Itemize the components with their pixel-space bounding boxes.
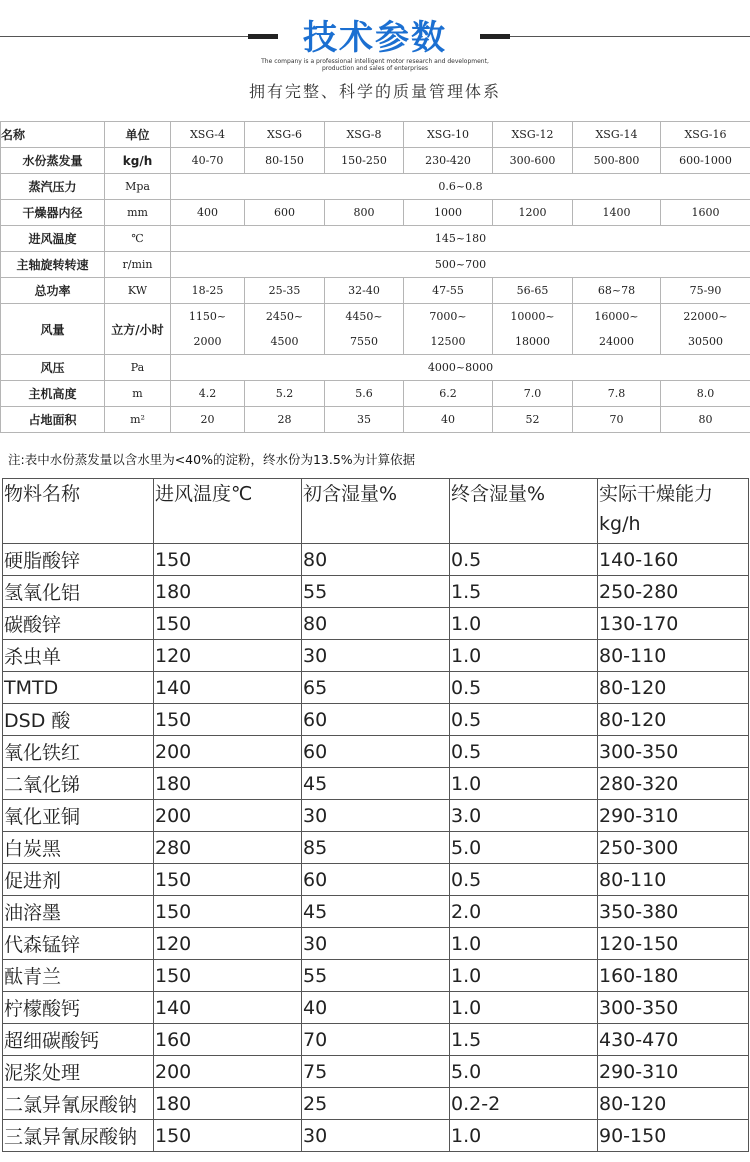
spec-param-name: 进风温度	[1, 226, 105, 252]
spec-value-cell: 1600	[661, 200, 750, 226]
material-name: 氢氧化铝	[3, 576, 154, 608]
material-value: 1.0	[450, 640, 598, 672]
spec-value-cell	[325, 304, 404, 355]
material-value: 120	[154, 640, 302, 672]
materials-row	[3, 544, 749, 576]
spec-row	[1, 174, 750, 200]
material-value: 150	[154, 960, 302, 992]
materials-row	[3, 928, 749, 960]
material-value: 250-300	[598, 832, 749, 864]
materials-row	[3, 704, 749, 736]
spec-row	[1, 355, 750, 381]
materials-col-header-unit: kg/h	[599, 513, 641, 535]
material-value: 280	[154, 832, 302, 864]
material-name: 酞青兰	[3, 960, 154, 992]
material-value: 140	[154, 992, 302, 1024]
material-name: 超细碳酸钙	[3, 1024, 154, 1056]
spec-value-top: 10000~	[510, 310, 555, 323]
materials-row	[3, 832, 749, 864]
material-value: 80	[302, 608, 450, 640]
spec-param-name: 风压	[1, 355, 105, 381]
spec-value-cell: 28	[245, 407, 325, 433]
spec-value-cell: 20	[171, 407, 245, 433]
spec-value-cell: 6.2	[404, 381, 493, 407]
spec-param-unit: mm	[105, 200, 171, 226]
material-value: 150	[154, 1120, 302, 1152]
spec-value-cell: 800	[325, 200, 404, 226]
material-value: 140-160	[598, 544, 749, 576]
subtitle-english	[0, 58, 750, 72]
materials-row	[3, 864, 749, 896]
material-value: 180	[154, 768, 302, 800]
subtitle-chinese: 拥有完整、科学的质量管理体系	[248, 82, 501, 101]
spec-value-cell: 1200	[493, 200, 573, 226]
material-value: 200	[154, 1056, 302, 1088]
spec-value-cell: 47-55	[404, 278, 493, 304]
material-value: 0.5	[450, 544, 598, 576]
material-name: 氧化亚铜	[3, 800, 154, 832]
materials-col-header	[3, 479, 154, 544]
material-value: 160	[154, 1024, 302, 1056]
spec-value-cell	[404, 304, 493, 355]
spec-value-cell: 40	[404, 407, 493, 433]
material-name: 杀虫单	[3, 640, 154, 672]
material-name: 硬脂酸锌	[3, 544, 154, 576]
material-value: 1.5	[450, 576, 598, 608]
material-value: 1.0	[450, 960, 598, 992]
spec-model-header: XSG-16	[661, 122, 750, 148]
spec-param-name: 主机高度	[1, 381, 105, 407]
spec-row	[1, 226, 750, 252]
spec-model-header: XSG-6	[245, 122, 325, 148]
material-value: 0.5	[450, 864, 598, 896]
spec-row	[1, 278, 750, 304]
spec-value-cell: 70	[573, 407, 661, 433]
spec-value-cell: 5.6	[325, 381, 404, 407]
spec-merged-value: 500~700	[171, 252, 750, 278]
material-value: 1.0	[450, 928, 598, 960]
materials-col-header	[450, 479, 598, 544]
spec-param-unit: kg/h	[105, 148, 171, 174]
spec-row	[1, 407, 750, 433]
materials-table-body	[3, 479, 749, 1152]
spec-value-top: 4450~	[345, 310, 383, 323]
spec-col-unit: 单位	[105, 122, 171, 148]
spec-param-name: 总功率	[1, 278, 105, 304]
spec-value-cell: 80	[661, 407, 750, 433]
material-value: 60	[302, 864, 450, 896]
spec-value-cell: 5.2	[245, 381, 325, 407]
materials-header-row	[3, 479, 749, 544]
material-value: 80-110	[598, 864, 749, 896]
material-value: 300-350	[598, 736, 749, 768]
spec-value-cell: 7.0	[493, 381, 573, 407]
material-value: 60	[302, 704, 450, 736]
table-note: 注:表中水份蒸发量以含水里为<40%的淀粉，终水份为13.5%为计算依据	[8, 452, 416, 467]
material-value: 30	[302, 928, 450, 960]
material-value: 55	[302, 960, 450, 992]
material-value: 150	[154, 896, 302, 928]
materials-row	[3, 1120, 749, 1152]
material-name: 二氧化锑	[3, 768, 154, 800]
material-value: 90-150	[598, 1120, 749, 1152]
material-value: 290-310	[598, 800, 749, 832]
material-value: 40	[302, 992, 450, 1024]
spec-table-body	[1, 122, 750, 433]
spec-model-header: XSG-4	[171, 122, 245, 148]
spec-param-name: 占地面积	[1, 407, 105, 433]
spec-param-unit: ℃	[105, 226, 171, 252]
materials-col-header-label: 实际干燥能力	[599, 483, 714, 505]
material-value: 120	[154, 928, 302, 960]
material-value: 85	[302, 832, 450, 864]
spec-merged-value: 4000~8000	[171, 355, 750, 381]
material-value: 45	[302, 896, 450, 928]
material-value: 80-120	[598, 672, 749, 704]
spec-merged-value: 0.6~0.8	[171, 174, 750, 200]
spec-col-name: 名称	[1, 122, 105, 148]
spec-value-top: 2450~	[265, 310, 304, 323]
material-name: 代森锰锌	[3, 928, 154, 960]
materials-col-header	[154, 479, 302, 544]
material-name: 碳酸锌	[3, 608, 154, 640]
material-value: 150	[154, 864, 302, 896]
spec-value-cell	[493, 304, 573, 355]
spec-param-unit: Mpa	[105, 174, 171, 200]
spec-param-unit: KW	[105, 278, 171, 304]
spec-value-top: 1150~	[188, 310, 227, 323]
spec-row	[1, 304, 750, 355]
spec-value-cell: 18-25	[171, 278, 245, 304]
material-value: 45	[302, 768, 450, 800]
spec-value-cell: 230-420	[404, 148, 493, 174]
material-value: 180	[154, 1088, 302, 1120]
material-value: 430-470	[598, 1024, 749, 1056]
spec-table	[0, 121, 750, 433]
spec-model-header: XSG-10	[404, 122, 493, 148]
material-value: 5.0	[450, 1056, 598, 1088]
spec-value-bottom: 7550	[350, 335, 378, 348]
material-value: 75	[302, 1056, 450, 1088]
material-value: 0.5	[450, 704, 598, 736]
material-name: TMTD	[3, 672, 154, 704]
material-value: 60	[302, 736, 450, 768]
material-value: 0.5	[450, 736, 598, 768]
spec-value-cell	[573, 304, 661, 355]
material-value: 65	[302, 672, 450, 704]
spec-value-cell: 7.8	[573, 381, 661, 407]
material-value: 150	[154, 704, 302, 736]
material-value: 80-120	[598, 1088, 749, 1120]
spec-param-unit: Pa	[105, 355, 171, 381]
material-value: 250-280	[598, 576, 749, 608]
spec-value-cell: 56-65	[493, 278, 573, 304]
spec-value-cell: 40-70	[171, 148, 245, 174]
materials-col-header-label: 进风温度℃	[155, 483, 253, 505]
page-title: 技术参数	[303, 18, 447, 58]
material-name: 二氯异氰尿酸钠	[3, 1088, 154, 1120]
spec-value-cell: 1400	[573, 200, 661, 226]
spec-value-top: 7000~	[429, 310, 467, 323]
material-value: 70	[302, 1024, 450, 1056]
spec-param-name: 水份蒸发量	[1, 148, 105, 174]
subtitle-english-line-2: production and sales of enterprises	[321, 65, 429, 72]
spec-value-cell: 1000	[404, 200, 493, 226]
spec-value-cell: 300-600	[493, 148, 573, 174]
spec-merged-value: 145~180	[171, 226, 750, 252]
spec-value-bottom: 30500	[688, 335, 723, 348]
spec-value-cell: 35	[325, 407, 404, 433]
spec-param-unit: 立方/小时	[105, 304, 171, 355]
materials-row	[3, 1088, 749, 1120]
spec-value-cell: 52	[493, 407, 573, 433]
material-value: 1.0	[450, 992, 598, 1024]
spec-value-cell	[171, 304, 245, 355]
materials-table	[2, 478, 749, 1152]
materials-row	[3, 992, 749, 1024]
spec-row	[1, 381, 750, 407]
materials-row	[3, 608, 749, 640]
materials-row	[3, 576, 749, 608]
materials-row	[3, 1056, 749, 1088]
material-value: 160-180	[598, 960, 749, 992]
material-value: 140	[154, 672, 302, 704]
material-value: 150	[154, 544, 302, 576]
material-value: 2.0	[450, 896, 598, 928]
spec-param-name: 主轴旋转转速	[1, 252, 105, 278]
materials-col-header-label: 初含湿量%	[303, 483, 398, 505]
spec-param-name: 干燥器内径	[1, 200, 105, 226]
spec-row	[1, 200, 750, 226]
spec-param-unit: m	[105, 381, 171, 407]
spec-value-cell: 500-800	[573, 148, 661, 174]
spec-value-cell: 600-1000	[661, 148, 750, 174]
material-value: 5.0	[450, 832, 598, 864]
materials-row	[3, 736, 749, 768]
material-value: 80-120	[598, 704, 749, 736]
spec-value-cell: 68~78	[573, 278, 661, 304]
material-value: 1.0	[450, 608, 598, 640]
material-name: 泥浆处理	[3, 1056, 154, 1088]
spec-value-cell	[245, 304, 325, 355]
material-value: 280-320	[598, 768, 749, 800]
spec-header-row	[1, 122, 750, 148]
materials-row	[3, 960, 749, 992]
materials-col-header	[302, 479, 450, 544]
material-value: 25	[302, 1088, 450, 1120]
spec-model-header: XSG-12	[493, 122, 573, 148]
spec-value-bottom: 12500	[430, 335, 466, 348]
material-value: 55	[302, 576, 450, 608]
subtitle-english-line-1: The company is a professional intelligent motor research and development,	[261, 58, 489, 65]
materials-row	[3, 768, 749, 800]
material-value: 1.0	[450, 768, 598, 800]
materials-row	[3, 672, 749, 704]
spec-row	[1, 148, 750, 174]
spec-value-cell	[661, 304, 750, 355]
spec-value-cell: 25-35	[245, 278, 325, 304]
spec-value-bottom: 2000	[193, 335, 222, 348]
material-value: 30	[302, 640, 450, 672]
material-value: 130-170	[598, 608, 749, 640]
spec-value-bottom: 18000	[515, 335, 550, 348]
material-value: 0.2-2	[450, 1088, 598, 1120]
materials-col-header-label: 终含湿量%	[451, 483, 546, 505]
material-value: 200	[154, 736, 302, 768]
spec-value-cell: 8.0	[661, 381, 750, 407]
spec-param-unit: m²	[105, 407, 171, 433]
material-value: 120-150	[598, 928, 749, 960]
spec-value-bottom: 4500	[270, 335, 299, 348]
material-value: 0.5	[450, 672, 598, 704]
material-value: 1.5	[450, 1024, 598, 1056]
materials-row	[3, 640, 749, 672]
materials-row	[3, 1024, 749, 1056]
spec-value-cell: 80-150	[245, 148, 325, 174]
spec-model-header: XSG-8	[325, 122, 404, 148]
materials-col-header-label: 物料名称	[4, 483, 81, 505]
spec-model-header: XSG-14	[573, 122, 661, 148]
spec-value-cell: 32-40	[325, 278, 404, 304]
material-value: 290-310	[598, 1056, 749, 1088]
material-value: 30	[302, 1120, 450, 1152]
materials-col-header	[598, 479, 749, 544]
spec-value-cell: 600	[245, 200, 325, 226]
material-name: 油溶墨	[3, 896, 154, 928]
header-bar-right	[480, 34, 510, 39]
spec-row	[1, 252, 750, 278]
material-value: 350-380	[598, 896, 749, 928]
spec-value-bottom: 24000	[599, 335, 634, 348]
material-value: 200	[154, 800, 302, 832]
material-value: 80	[302, 544, 450, 576]
material-value: 3.0	[450, 800, 598, 832]
spec-param-unit: r/min	[105, 252, 171, 278]
header-rule-right	[510, 36, 750, 37]
spec-value-cell: 4.2	[171, 381, 245, 407]
spec-param-name: 风量	[1, 304, 105, 355]
material-name: 白炭黑	[3, 832, 154, 864]
material-value: 1.0	[450, 1120, 598, 1152]
section-header	[0, 0, 750, 110]
materials-row	[3, 896, 749, 928]
material-value: 30	[302, 800, 450, 832]
material-value: 300-350	[598, 992, 749, 1024]
materials-row	[3, 800, 749, 832]
spec-value-top: 16000~	[594, 310, 639, 323]
spec-value-cell: 150-250	[325, 148, 404, 174]
material-name: 促进剂	[3, 864, 154, 896]
material-name: 三氯异氰尿酸钠	[3, 1120, 154, 1152]
material-value: 180	[154, 576, 302, 608]
material-value: 150	[154, 608, 302, 640]
material-name: 氧化铁红	[3, 736, 154, 768]
material-name: 柠檬酸钙	[3, 992, 154, 1024]
material-value: 80-110	[598, 640, 749, 672]
material-name: DSD 酸	[3, 704, 154, 736]
spec-param-name: 蒸汽压力	[1, 174, 105, 200]
spec-value-top: 22000~	[683, 310, 728, 323]
spec-value-cell: 75-90	[661, 278, 750, 304]
spec-value-cell: 400	[171, 200, 245, 226]
